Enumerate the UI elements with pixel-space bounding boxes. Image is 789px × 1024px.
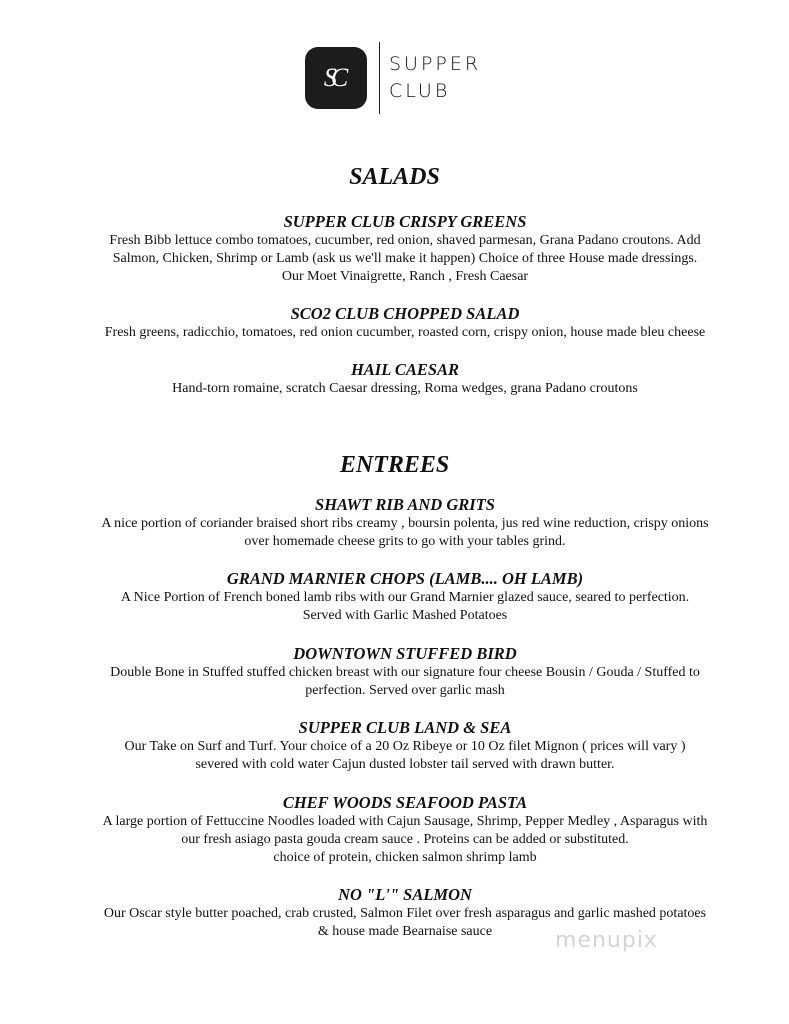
item-name: SUPPER CLUB CRISPY GREENS [283,212,527,231]
watermark: menupix [555,928,658,953]
item-description-line: our fresh asiago pasta gouda cream sauce . Proteins can be added or substituted. [181,832,629,847]
brand-logo [305,42,481,114]
menu-item-chopped-salad [40,304,770,342]
item-description-line: perfection. Served over garlic mash [305,683,505,698]
item-description-line: Our Take on Surf and Turf. Your choice of a 20 Oz Ribeye or 10 Oz filet Mignon ( prices will vary ) [124,739,686,754]
item-description-line: Hand-torn romaine, scratch Caesar dressing, Roma wedges, grana Padano croutons [172,381,638,396]
item-name: DOWNTOWN STUFFED BIRD [293,644,517,663]
item-description-line: A large portion of Fettuccine Noodles loaded with Cajun Sausage, Shrimp, Pepper Medley , Asparagus with [102,814,708,829]
item-description-line: Salmon, Chicken, Shrimp or Lamb (ask us we'll make it happen) Choice of three House made dressings. [112,251,698,266]
item-description-line: Double Bone in Stuffed stuffed chicken breast with our signature four cheese Bousin / Gouda / Stuffed to [110,665,700,680]
wordmark-line-1: SUPPER [389,53,482,75]
item-name: GRAND MARNIER CHOPS (LAMB.... OH LAMB) [226,569,584,588]
item-description-line: A Nice Portion of French boned lamb ribs with our Grand Marnier glazed sauce, seared to perfection. [120,590,690,605]
item-name: SHAWT RIB AND GRITS [315,495,495,514]
item-description-line: Fresh Bibb lettuce combo tomatoes, cucumber, red onion, shaved parmesan, Grana Padano croutons. Add [109,233,701,248]
item-description-line: & house made Bearnaise sauce [317,924,493,939]
wordmark-line-2: CLUB [389,80,451,102]
item-description-line: choice of protein, chicken salmon shrimp lamb [273,850,537,865]
item-name: HAIL CAESAR [350,360,460,379]
menu-item-downtown-stuffed-bird [40,644,770,700]
monogram-text: SC [323,63,343,92]
menu-item-no-l-salmon [40,885,770,941]
menu-item-crispy-greens [40,212,770,286]
item-description-line: severed with cold water Cajun dusted lobster tail served with drawn butter. [195,757,615,772]
brand-wordmark [389,51,481,105]
item-name: CHEF WOODS SEAFOOD PASTA [282,793,528,812]
item-description-line: over homemade cheese grits to go with your tables grind. [244,534,566,549]
item-description-line: Fresh greens, radicchio, tomatoes, red onion cucumber, roasted corn, crispy onion, house made bleu cheese [104,325,706,340]
menu-item-hail-caesar [40,360,770,398]
item-name: SUPPER CLUB LAND & SEA [298,718,512,737]
monogram-badge [305,47,367,109]
item-description-line: Served with Garlic Mashed Potatoes [302,608,508,623]
logo-divider [379,42,380,114]
item-description-line: Our Oscar style butter poached, crab crusted, Salmon Filet over fresh asparagus and garlic mashed potatoes [103,906,707,921]
item-name: SCO2 CLUB CHOPPED SALAD [290,304,520,323]
menu-item-shawt-rib [40,495,770,551]
section-title-salads: SALADS [349,164,440,190]
section-title-entrees: ENTREES [339,452,450,478]
item-description-line: Our Moet Vinaigrette, Ranch , Fresh Caesar [281,269,529,284]
menu-item-land-and-sea [40,718,770,774]
menu-item-grand-marnier-chops [40,569,770,625]
item-name: NO "L'" SALMON [338,885,472,904]
menu-item-seafood-pasta [40,793,770,867]
item-description-line: A nice portion of coriander braised short ribs creamy , boursin polenta, jus red wine reduction, crispy onions [101,516,709,531]
